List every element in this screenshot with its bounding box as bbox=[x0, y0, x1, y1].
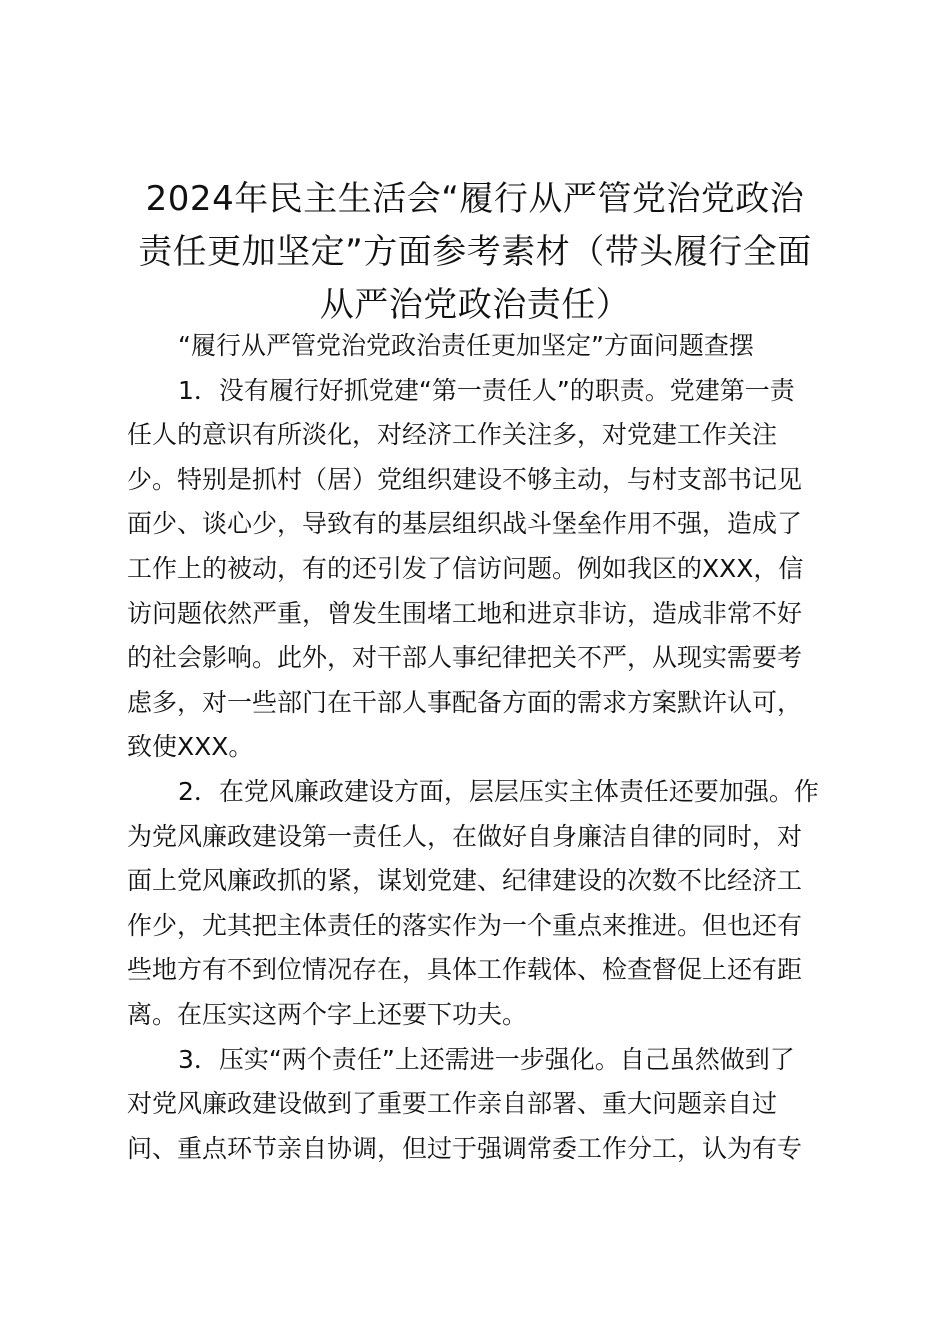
document-title bbox=[120, 173, 830, 332]
paragraph-line: 面上党风廉政抓的紧，谋划党建、纪律建设的次数不比经济工 bbox=[127, 866, 803, 896]
paragraph-line: 的社会影响。此外，对干部人事纪律把关不严，从现实需要考 bbox=[127, 643, 803, 673]
paragraph-line: 对党风廉政建设做到了重要工作亲自部署、重大问题亲自过 bbox=[127, 1089, 778, 1119]
paragraph-line: 少。特别是抓村（居）党组织建设不够主动，与村支部书记见 bbox=[127, 464, 803, 494]
section-heading: “履行从严管党治党政治责任更加坚定”方面问题查摆 bbox=[178, 331, 754, 360]
paragraph-line: 3．压实“两个责任”上还需进一步强化。自己虽然做到了 bbox=[178, 1044, 795, 1074]
title-line: 责任更加坚定”方面参考素材（带头履行全面 bbox=[138, 232, 812, 272]
title-line: 从严治党政治责任） bbox=[319, 285, 631, 325]
paragraph-line: 工作上的被动，有的还引发了信访问题。例如我区的XXX，信 bbox=[127, 553, 804, 583]
paragraph-line: 致使XXX。 bbox=[127, 732, 254, 762]
paragraph-line: 问、重点环节亲自协调，但过于强调常委工作分工，认为有专 bbox=[127, 1133, 803, 1163]
paragraph-line: 访问题依然严重，曾发生围堵工地和进京非访，造成非常不好 bbox=[127, 598, 803, 628]
document-body bbox=[127, 324, 837, 1171]
paragraph-line: 面少、谈心少，导致有的基层组织战斗堡垒作用不强，造成了 bbox=[127, 509, 803, 539]
paragraph-line: 为党风廉政建设第一责任人，在做好自身廉洁自律的同时，对 bbox=[127, 821, 803, 851]
paragraph-line: 2．在党风廉政建设方面，层层压实主体责任还要加强。作 bbox=[178, 776, 819, 806]
paragraph-line: 作少，尤其把主体责任的落实作为一个重点来推进。但也还有 bbox=[127, 910, 803, 940]
title-line: 2024年民主生活会“履行从严管党治党政治 bbox=[145, 179, 805, 219]
paragraph-line: 些地方有不到位情况存在，具体工作载体、检查督促上还有距 bbox=[127, 955, 803, 985]
paragraph-line: 虑多，对一些部门在干部人事配备方面的需求方案默许认可， bbox=[127, 687, 803, 717]
paragraph-line: 1．没有履行好抓党建“第一责任人”的职责。党建第一责 bbox=[178, 375, 795, 405]
paragraph-line: 离。在压实这两个字上还要下功夫。 bbox=[127, 999, 528, 1029]
paragraph-line: 任人的意识有所淡化，对经济工作关注多，对党建工作关注 bbox=[127, 420, 778, 450]
